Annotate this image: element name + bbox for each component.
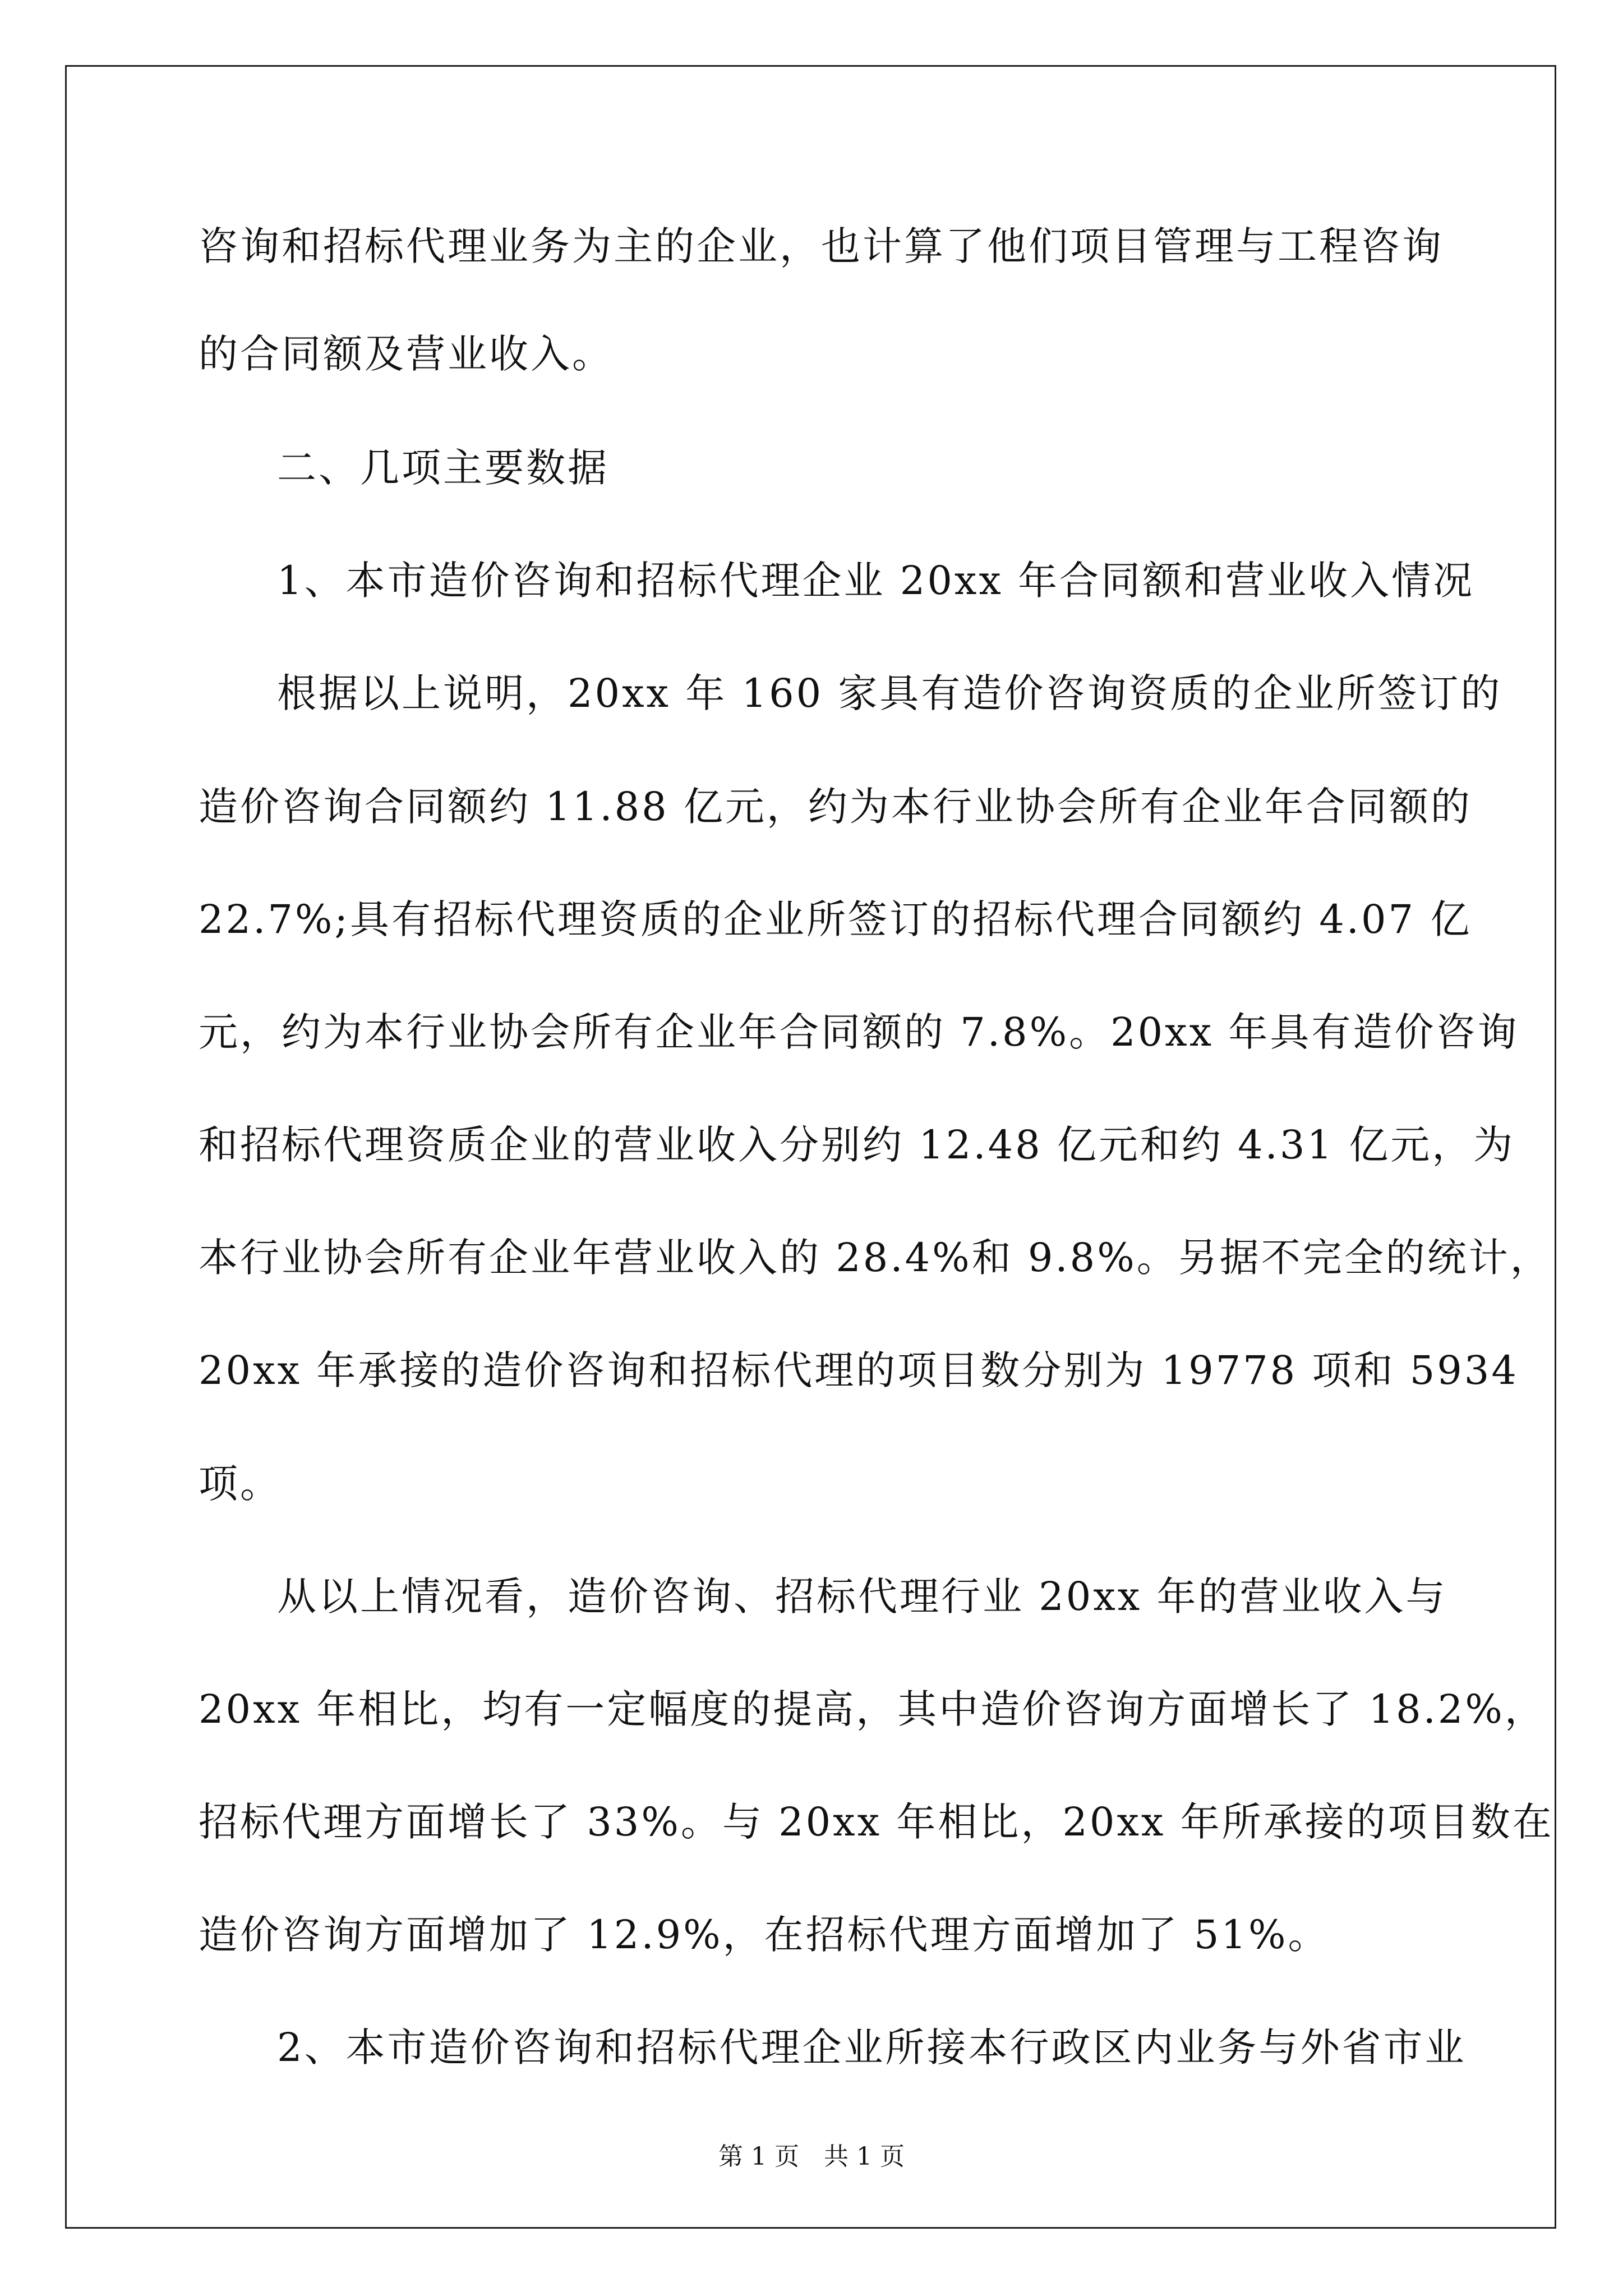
text-line: 元，约为本行业协会所有企业年合同额的 7.8%。20xx 年具有造价咨询 [199,1009,1519,1055]
text-line: 咨询和招标代理业务为主的企业，也计算了他们项目管理与工程咨询 [199,223,1444,269]
text-line: 和招标代理资质企业的营业收入分别约 12.48 亿元和约 4.31 亿元，为 [199,1122,1515,1168]
subsection-heading: 2、本市造价咨询和招标代理企业所接本行政区内业务与外省市业 [277,2024,1467,2070]
text-line: 本行业协会所有企业年营业收入的 28.4%和 9.8%。另据不完全的统计， [199,1235,1552,1281]
section-heading: 二、几项主要数据 [277,445,609,491]
text-line: 的合同额及营业收入。 [199,331,614,377]
text-line: 从以上情况看，造价咨询、招标代理行业 20xx 年的营业收入与 [277,1573,1447,1619]
text-line: 20xx 年相比，均有一定幅度的提高，其中造价咨询方面增长了 18.2%， [199,1686,1546,1732]
text-line: 招标代理方面增长了 33%。与 20xx 年相比，20xx 年所承接的项目数在 [199,1799,1554,1845]
text-line: 根据以上说明，20xx 年 160 家具有造价咨询资质的企业所签订的 [277,670,1502,716]
text-line: 20xx 年承接的造价咨询和招标代理的项目数分别为 19778 项和 5934 [199,1347,1519,1393]
page-number: 第 1 页 共 1 页 [718,2142,905,2171]
text-line: 造价咨询合同额约 11.88 亿元，约为本行业协会所有企业年合同额的 [199,784,1472,830]
subsection-heading: 1、本市造价咨询和招标代理企业 20xx 年合同额和营业收入情况 [277,558,1475,604]
text-line: 项。 [199,1461,282,1507]
text-line: 造价咨询方面增加了 12.9%，在招标代理方面增加了 51%。 [199,1912,1330,1958]
text-line: 22.7%;具有招标代理资质的企业所签订的招标代理合同额约 4.07 亿 [199,896,1472,942]
